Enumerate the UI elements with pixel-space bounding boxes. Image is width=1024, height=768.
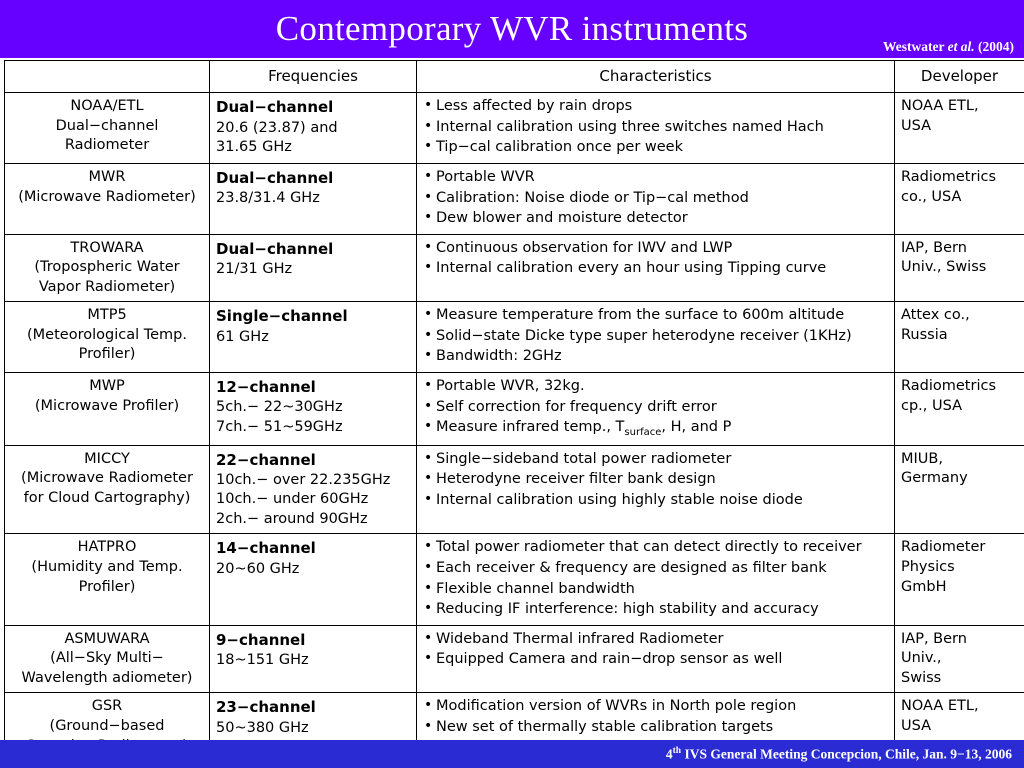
frequency-channel-count: 22−channel: [216, 450, 316, 469]
citation-etal: et al.: [947, 39, 975, 54]
table-row: [5, 93, 1024, 164]
characteristics-list: [423, 97, 888, 158]
table-row: [5, 534, 1024, 625]
frequency-channel-count: Dual−channel: [216, 168, 334, 187]
cell-characteristics: [417, 373, 895, 446]
table-container: [0, 60, 1024, 761]
characteristic-item: • Less affected by rain drops: [423, 97, 888, 117]
cell-developer: NOAA ETL, USA: [895, 93, 1024, 164]
footer-text-sup: th: [672, 745, 682, 756]
cell-frequencies: [210, 302, 417, 373]
cell-characteristics: [417, 163, 895, 234]
characteristic-item: • Single−sideband total power radiometer: [423, 450, 888, 470]
frequency-line: 61 GHz: [216, 328, 269, 345]
frequency-line: 18~151 GHz: [216, 651, 309, 668]
cell-instrument-name: GSR (Ground−based: [5, 693, 210, 761]
characteristics-list: [423, 168, 888, 229]
characteristic-item: • Portable WVR, 32kg.: [423, 377, 888, 397]
column-header-frequencies: Frequencies: [210, 61, 417, 93]
characteristic-item: • Dew blower and moisture detector: [423, 209, 888, 229]
table-row: [5, 625, 1024, 693]
characteristic-item: • Self correction for frequency drift error: [423, 398, 888, 418]
characteristic-item: • Heterodyne receiver filter bank design: [423, 470, 888, 490]
characteristic-item: • Equipped Camera and rain−drop sensor as well: [423, 650, 888, 670]
column-header-instrument: [5, 61, 210, 93]
characteristics-list: [423, 630, 888, 670]
characteristic-item: • Bandwidth: 2GHz: [423, 347, 888, 367]
cell-instrument-name: TROWARA (Tropospheric Water Vapor Radiometer): [5, 234, 210, 302]
characteristic-item: • Continuous observation for IWV and LWP: [423, 239, 888, 259]
footer-text-pre: 4: [665, 746, 673, 762]
citation-author: Westwater: [883, 39, 945, 54]
table-row: [5, 445, 1024, 534]
frequency-line: 10ch.− over 22.235GHz: [216, 471, 391, 488]
slide-footer: [0, 740, 1024, 768]
frequency-line: 21/31 GHz: [216, 260, 293, 277]
characteristics-list: [423, 377, 888, 440]
cell-frequencies: [210, 625, 417, 693]
frequency-line: 31.65 GHz: [216, 139, 292, 156]
cell-instrument-name: MICCY (Microwave Radiometer for Cloud Cartography): [5, 445, 210, 534]
characteristic-item: • Wideband Thermal infrared Radiometer: [423, 630, 888, 650]
cell-instrument-name: MWR (Microwave Radiometer): [5, 163, 210, 234]
frequency-line: 10ch.− under 60GHz: [216, 491, 369, 508]
cell-instrument-name: HATPRO (Humidity and Temp. Profiler): [5, 534, 210, 625]
frequency-channel-count: 23−channel: [216, 698, 316, 717]
frequency-line: 20.6 (23.87) and: [216, 119, 338, 136]
cell-frequencies: [210, 445, 417, 534]
cell-frequencies: [210, 163, 417, 234]
footer-meeting-info: [666, 746, 1024, 763]
slide-header: [0, 0, 1024, 58]
characteristic-item: • Each receiver & frequency are designed as filter bank: [423, 559, 888, 579]
frequency-line: 20~60 GHz: [216, 560, 300, 577]
table-body: [5, 93, 1024, 761]
table-row: [5, 302, 1024, 373]
frequency-line: 5ch.− 22~30GHz: [216, 399, 343, 416]
cell-developer: Radiometrics co., USA: [895, 163, 1024, 234]
characteristics-list: [423, 538, 888, 619]
characteristic-item: • New set of thermally stable calibration targets: [423, 718, 888, 738]
characteristic-item: • Total power radiometer that can detect directly to receiver: [423, 538, 888, 558]
page-title: Contemporary WVR instruments: [275, 9, 749, 48]
cell-characteristics: [417, 93, 895, 164]
frequency-channel-count: Dual−channel: [216, 239, 334, 258]
cell-instrument-name: ASMUWARA (All−Sky Multi− Wavelength adiometer): [5, 625, 210, 693]
cell-frequencies: [210, 534, 417, 625]
cell-developer: NOAA ETL, USA: [895, 693, 1024, 761]
cell-frequencies: [210, 373, 417, 446]
cell-developer: Attex co., Russia: [895, 302, 1024, 373]
characteristic-item: • Calibration: Noise diode or Tip−cal method: [423, 189, 888, 209]
frequency-line: 50~380 GHz: [216, 719, 309, 736]
characteristic-item: • Reducing IF interference: high stability and accuracy: [423, 600, 888, 620]
frequency-channel-count: Single−channel: [216, 307, 348, 326]
cell-instrument-name: NOAA/ETL Dual−channel Radiometer: [5, 93, 210, 164]
frequency-channel-count: Dual−channel: [216, 98, 334, 117]
characteristic-item: • Solid−state Dicke type super heterodyne receiver (1KHz): [423, 327, 888, 347]
frequency-line: 7ch.− 51~59GHz: [216, 418, 343, 435]
characteristic-item: • Tip−cal calibration once per week: [423, 138, 888, 158]
characteristic-item: • Internal calibration every an hour using Tipping curve: [423, 259, 888, 279]
citation-year: (2004): [978, 39, 1014, 54]
frequency-line: 2ch.− around 90GHz: [216, 510, 368, 527]
cell-frequencies: [210, 93, 417, 164]
cell-developer: IAP, Bern Univ., Swiss: [895, 234, 1024, 302]
cell-characteristics: [417, 445, 895, 534]
footer-text-post: IVS General Meeting Concepcion, Chile, Jan. 9−13, 2006: [681, 746, 1012, 762]
cell-developer: Radiometer Physics GmbH: [895, 534, 1024, 625]
characteristic-item: • Measure temperature from the surface to 600m altitude: [423, 306, 888, 326]
cell-frequencies: [210, 234, 417, 302]
cell-characteristics: [417, 625, 895, 693]
characteristics-list: [423, 450, 888, 511]
table-row: [5, 373, 1024, 446]
cell-characteristics: [417, 302, 895, 373]
cell-characteristics: [417, 534, 895, 625]
cell-instrument-name: MTP5 (Meteorological Temp. Profiler): [5, 302, 210, 373]
characteristic-item: • Modification version of WVRs in North pole region: [423, 697, 888, 717]
frequency-channel-count: 12−channel: [216, 378, 316, 396]
cell-developer: MIUB, Germany: [895, 445, 1024, 534]
frequency-line: 23.8/31.4 GHz: [216, 190, 320, 207]
table-row: [5, 163, 1024, 234]
characteristics-list: [423, 697, 888, 737]
cell-instrument-name: MWP (Microwave Profiler): [5, 373, 210, 446]
characteristic-item: • Flexible channel bandwidth: [423, 580, 888, 600]
cell-characteristics: [417, 234, 895, 302]
table-row: [5, 234, 1024, 302]
column-header-characteristics: Characteristics: [417, 61, 895, 93]
characteristics-list: [423, 239, 888, 279]
characteristic-item: • Internal calibration using highly stable noise diode: [423, 491, 888, 511]
cell-developer: IAP, Bern Univ., Swiss: [895, 625, 1024, 693]
cell-developer: Radiometrics cp., USA: [895, 373, 1024, 446]
characteristic-item: • Portable WVR: [423, 168, 888, 188]
frequency-channel-count: 14−channel: [216, 539, 316, 558]
characteristic-item: • Internal calibration using three switches named Hach: [423, 118, 888, 138]
characteristic-item: • Measure infrared temp., $T_{surface}$, H, and P: [423, 418, 888, 439]
frequency-channel-count: 9−channel: [216, 630, 306, 649]
citation-credit: [883, 39, 1014, 55]
column-header-developer: Developer: [895, 61, 1024, 93]
table-header-row: [5, 61, 1024, 93]
characteristics-list: [423, 306, 888, 367]
wvr-instruments-table: [4, 60, 1024, 761]
